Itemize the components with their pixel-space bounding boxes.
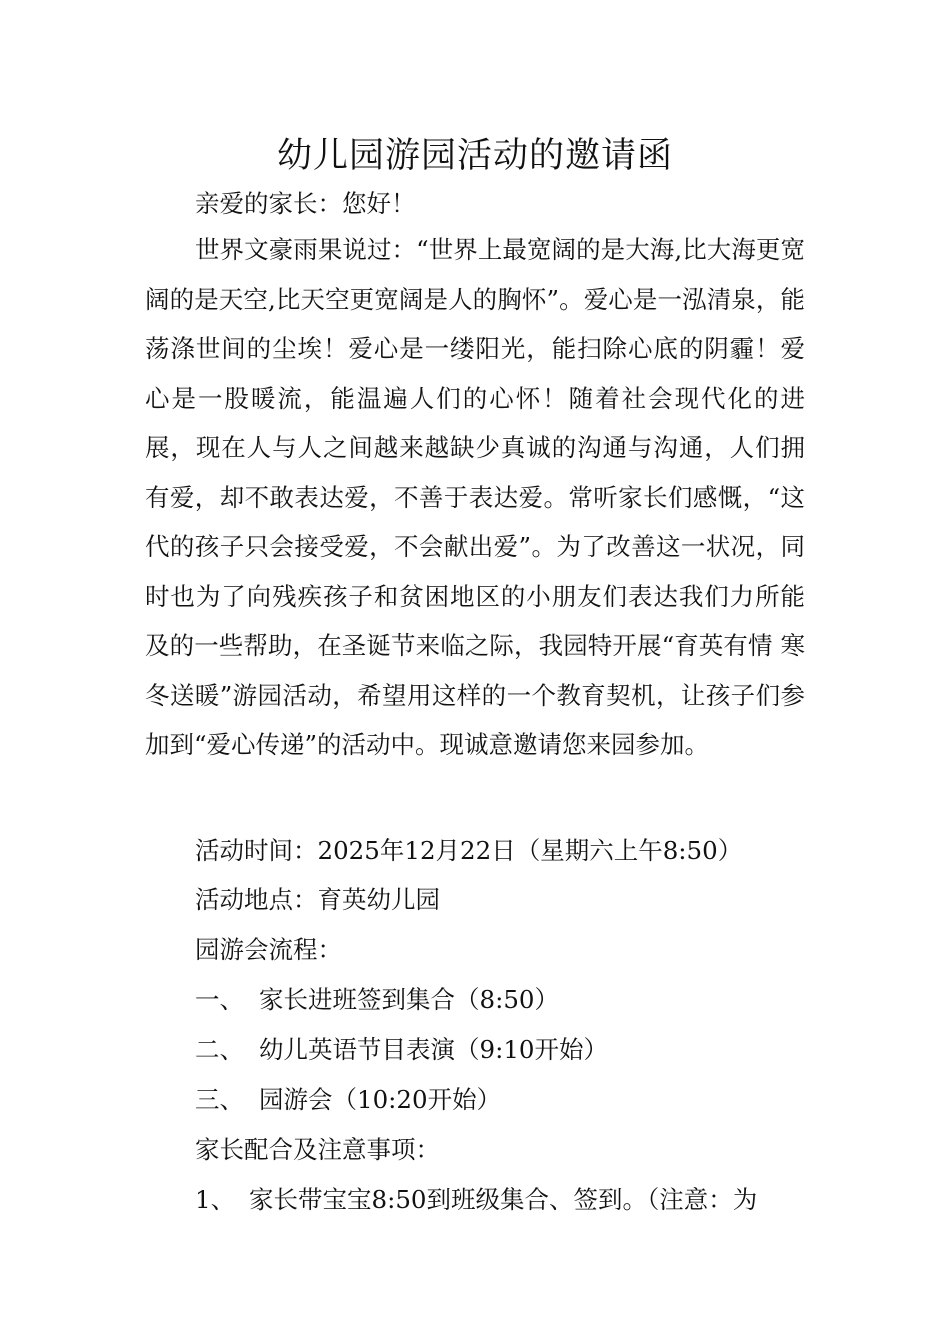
note-item-text: 家长带宝宝8:50到班级集合、签到。（注意：为 [249, 1185, 758, 1214]
body-paragraph: 世界文豪雨果说过：“世界上最宽阔的是大海,比大海更宽阔的是天空,比天空更宽阔是人的胸怀”。爱心是一泓清泉，能荡涤世间的尘埃！爱心是一缕阳光，能扫除心底的阴霾！爱心是一股暖流，能温遍人们的心怀！随着社会现代化的进展，现在人与人之间越来越缺少真诚的沟通与沟通，人们拥有爱，却不敢表达爱，不善于表达爱。常听家长们感慨，“这代的孩子只会接受爱，不会献出爱”。为了改善这一状况，同时也为了向残疾孩子和贫困地区的小朋友们表达我们力所能及的一些帮助，在圣诞节来临之际，我园特开展“育英有情 寒冬送暖”游园活动，希望用这样的一个教育契机，让孩子们参加到“爱心传递”的活动中。现诚意邀请您来园参加。 [145, 235, 805, 759]
document-title: 幼儿园游园活动的邀请函 [276, 136, 673, 176]
note-item [195, 1181, 757, 1216]
schedule-item [195, 1031, 608, 1066]
schedule-item-number: 二、 [195, 1035, 244, 1064]
schedule-heading: 园游会流程： [195, 935, 342, 964]
schedule-item-text: 幼儿英语节目表演（9:10开始） [259, 1035, 609, 1064]
schedule-item-text: 家长进班签到集合（8:50） [259, 985, 560, 1014]
schedule-item-number: 三、 [195, 1085, 244, 1114]
note-item-number: 1、 [195, 1185, 236, 1214]
schedule-item-number: 一、 [195, 985, 244, 1014]
event-place: 活动地点：育英幼儿园 [195, 885, 440, 914]
schedule-item [195, 981, 559, 1016]
notes-heading: 家长配合及注意事项： [195, 1135, 440, 1164]
greeting: 亲爱的家长：您好！ [195, 189, 416, 218]
event-time: 活动时间：2025年12月22日（星期六上午8:50） [195, 836, 743, 865]
schedule-item [195, 1081, 501, 1116]
schedule-item-text: 园游会（10:20开始） [259, 1085, 502, 1114]
